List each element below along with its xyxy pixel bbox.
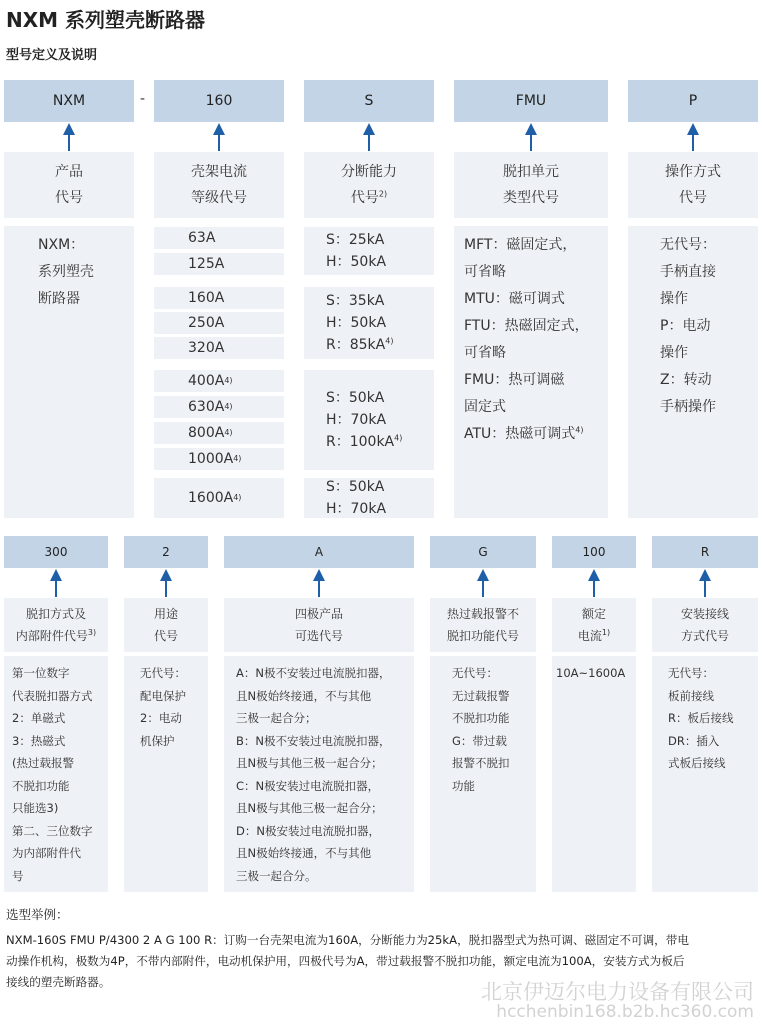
desc-line: 安装接线 — [680, 607, 729, 621]
frame-current-cell: 1600A 4) — [154, 478, 284, 518]
frame-current-cell: 1000A 4) — [154, 448, 284, 470]
text-line: H：50kA — [326, 254, 387, 270]
capacity-group — [304, 287, 434, 359]
text-line: NXM-160S FMU P/4300 2 A G 100 R：订购一台壳架电流为160A，分断能力为25kA，脱扣器型式为热可调、磁固定不可调，带电 — [6, 933, 689, 947]
desc-line: 四极产品 — [294, 607, 343, 621]
text-line: 手柄操作 — [660, 399, 716, 415]
text-line: H：50kA — [326, 315, 387, 331]
example-label: 选型举例： — [6, 907, 69, 922]
arrow-up-icon — [212, 123, 226, 151]
usage-box — [124, 656, 208, 892]
frame-current-cell: 160A — [154, 287, 284, 309]
text-line: 2：电动 — [140, 711, 182, 725]
arrow-up-icon — [159, 569, 173, 597]
text-line: G：带过载 — [452, 733, 507, 748]
desc-line: 可选代号 — [294, 629, 343, 643]
text-line: H：70kA — [326, 412, 387, 428]
code-header-operation: P — [628, 80, 758, 122]
desc-line: 热过载报警不 — [446, 607, 519, 621]
arrow-up-icon — [587, 569, 601, 597]
text-line: 且N极始终接通，不与其他 — [236, 688, 372, 703]
trip-unit-box — [454, 226, 608, 518]
desc-line: 操作方式 — [665, 164, 721, 180]
text-line: C：N极安装过电流脱扣器， — [236, 778, 380, 793]
text-line: 只能选3) — [12, 801, 59, 815]
arrow-up-icon — [62, 123, 76, 151]
code-header-accessory: 300 — [4, 536, 108, 568]
code-header-usage: 2 — [124, 536, 208, 568]
desc-line: 代号$^{2)}$ — [350, 189, 388, 206]
text-line: 3：热磁式 — [12, 733, 66, 748]
arrow-up-icon — [476, 569, 490, 597]
watermark-company: 北京伊迈尔电力设备有限公司 — [481, 980, 754, 1004]
text-line: S：25kA — [326, 232, 385, 248]
text-line: P：电动 — [660, 318, 711, 334]
text-line: A：N极不安装过电流脱扣器， — [236, 666, 391, 680]
text-line: 手柄直接 — [660, 264, 716, 280]
code-header-frame: 160 — [154, 80, 284, 122]
text-line: 可省略 — [464, 345, 506, 361]
desc-line: 方式代号 — [680, 629, 729, 643]
frame-current-cell: 63A — [154, 227, 284, 249]
text-line: FTU：热磁固定式， — [464, 318, 589, 334]
code-header-install: R — [652, 536, 758, 568]
arrow-up-icon — [362, 123, 376, 151]
desc-line: 内部附件代号$^{3)}$ — [15, 628, 97, 643]
arrow-up-icon — [312, 569, 326, 597]
text-line: 无代号： — [140, 666, 186, 680]
text-line: 三极一起合分； — [236, 711, 317, 725]
capacity-group — [304, 227, 434, 275]
text-line: R：$100kA^{4)}$ — [326, 433, 403, 450]
text-line: 功能 — [452, 778, 475, 793]
text-line: R：$85kA^{4)}$ — [326, 336, 394, 353]
operation-box — [628, 226, 758, 518]
desc-line: 脱扣方式及 — [25, 607, 86, 621]
desc-usage — [124, 598, 208, 652]
desc-line: 脱扣单元 — [503, 164, 559, 180]
text-line: ATU：热磁可调式$^{4)}$ — [464, 425, 584, 442]
text-line: 且N极始终接通，不与其他 — [236, 846, 372, 860]
desc-trip — [454, 152, 608, 218]
text-line: MFT：磁固定式， — [464, 237, 577, 253]
desc-line: 壳架电流 — [191, 164, 247, 180]
text-line: 系列塑壳 — [38, 264, 94, 280]
text-line: 无代号： — [452, 666, 498, 680]
desc-line: 用途 — [153, 607, 178, 621]
frame-current-cell: 630A 4) — [154, 396, 284, 418]
product-code-box — [4, 226, 134, 518]
text-line: D：N极安装过电流脱扣器， — [236, 823, 380, 838]
frame-current-cell: 320A — [154, 337, 284, 359]
desc-line: 等级代号 — [191, 190, 247, 206]
text-line: 机保护 — [140, 733, 175, 748]
text-line: FMU：热可调磁 — [464, 372, 565, 388]
text-line: 报警不脱扣 — [452, 756, 510, 770]
text-line: 为内部附件代 — [12, 846, 81, 860]
desc-fourpole — [224, 598, 414, 652]
text-line: DR：插入 — [668, 733, 720, 748]
fourpole-box — [224, 656, 414, 892]
desc-line: 代号 — [55, 190, 83, 206]
text-line: 式板后接线 — [668, 756, 726, 770]
text-line: H：70kA — [326, 501, 387, 517]
desc-accessory — [4, 598, 108, 652]
install-box — [652, 656, 758, 892]
text-line: R：板后接线 — [668, 711, 734, 725]
text-line: 且N极与其他三极一起合分； — [236, 801, 383, 815]
text-line: 无代号： — [668, 666, 714, 680]
desc-alarm — [430, 598, 536, 652]
text-line: S：50kA — [326, 390, 385, 406]
desc-capacity — [304, 152, 434, 218]
text-line: 可省略 — [464, 264, 506, 280]
alarm-box — [430, 656, 536, 892]
capacity-group — [304, 370, 434, 470]
text-line: Z：转动 — [660, 372, 712, 388]
code-header-capacity: S — [304, 80, 434, 122]
text-line: 代表脱扣器方式 — [12, 688, 93, 703]
desc-rated — [552, 598, 636, 652]
text-line: NXM： — [38, 237, 85, 253]
text-line: 号 — [12, 868, 24, 883]
text-line: 不脱扣功能 — [12, 778, 70, 793]
text-line: 2：单磁式 — [12, 711, 66, 725]
frame-current-cell: 400A 4) — [154, 370, 284, 392]
frame-current-cell: 800A 4) — [154, 422, 284, 444]
text-line: MTU：磁可调式 — [464, 291, 565, 307]
accessory-box — [4, 656, 108, 892]
text-line: 操作 — [660, 291, 688, 307]
text-line: (热过载报警 — [12, 756, 74, 770]
text-line: 10A~1600A — [556, 666, 626, 680]
text-line: 操作 — [660, 345, 688, 361]
text-line: 无代号： — [660, 237, 716, 253]
text-line: 且N极与其他三极一起合分； — [236, 756, 383, 770]
section-subtitle: 型号定义及说明 — [6, 48, 98, 63]
desc-frame — [154, 152, 284, 218]
text-line: 动操作机构，极数为4P，不带内部附件，电动机保护用，四极代号为A，带过载报警不脱扣功能，额定电流为100A，安装方式为板后 — [6, 954, 685, 968]
text-line: 板前接线 — [668, 688, 714, 703]
text-line: B：N极不安装过电流脱扣器， — [236, 733, 391, 748]
rated-current-box — [552, 656, 636, 892]
text-line: 配电保护 — [140, 688, 186, 703]
code-header-rated: 100 — [552, 536, 636, 568]
text-line: 第二、三位数字 — [12, 823, 93, 838]
text-line: S：50kA — [326, 479, 385, 495]
desc-line: 代号 — [679, 190, 707, 206]
desc-line: 类型代号 — [503, 190, 559, 206]
capacity-group — [304, 478, 434, 518]
text-line: 三极一起合分。 — [236, 868, 317, 883]
desc-line: 额定 — [581, 607, 606, 621]
arrow-up-icon — [698, 569, 712, 597]
watermark-url: hcchenbin168.b2b.hc360.com — [496, 1002, 754, 1022]
text-line: 不脱扣功能 — [452, 711, 510, 725]
code-header-product: NXM — [4, 80, 134, 122]
arrow-up-icon — [49, 569, 63, 597]
frame-current-cell: 125A — [154, 253, 284, 275]
text-line: 固定式 — [464, 399, 506, 415]
frame-current-cell: 250A — [154, 312, 284, 334]
text-line: 无过载报警 — [452, 688, 510, 703]
code-dash: - — [140, 91, 146, 107]
desc-line: 产品 — [55, 164, 83, 180]
text-line: 第一位数字 — [12, 666, 70, 680]
code-header-trip: FMU — [454, 80, 608, 122]
code-header-fourpole: A — [224, 536, 414, 568]
page-title: NXM 系列塑壳断路器 — [6, 8, 206, 32]
desc-line: 电流$^{1)}$ — [577, 628, 611, 643]
code-header-alarm: G — [430, 536, 536, 568]
desc-line: 脱扣功能代号 — [446, 629, 519, 643]
text-line: S：35kA — [326, 293, 385, 309]
text-line: 断路器 — [38, 291, 80, 307]
arrow-up-icon — [524, 123, 538, 151]
desc-operation — [628, 152, 758, 218]
text-line: 接线的塑壳断路器。 — [6, 975, 111, 989]
desc-line: 代号 — [153, 629, 178, 643]
desc-line: 分断能力 — [341, 164, 397, 180]
desc-install — [652, 598, 758, 652]
arrow-up-icon — [686, 123, 700, 151]
desc-product — [4, 152, 134, 218]
